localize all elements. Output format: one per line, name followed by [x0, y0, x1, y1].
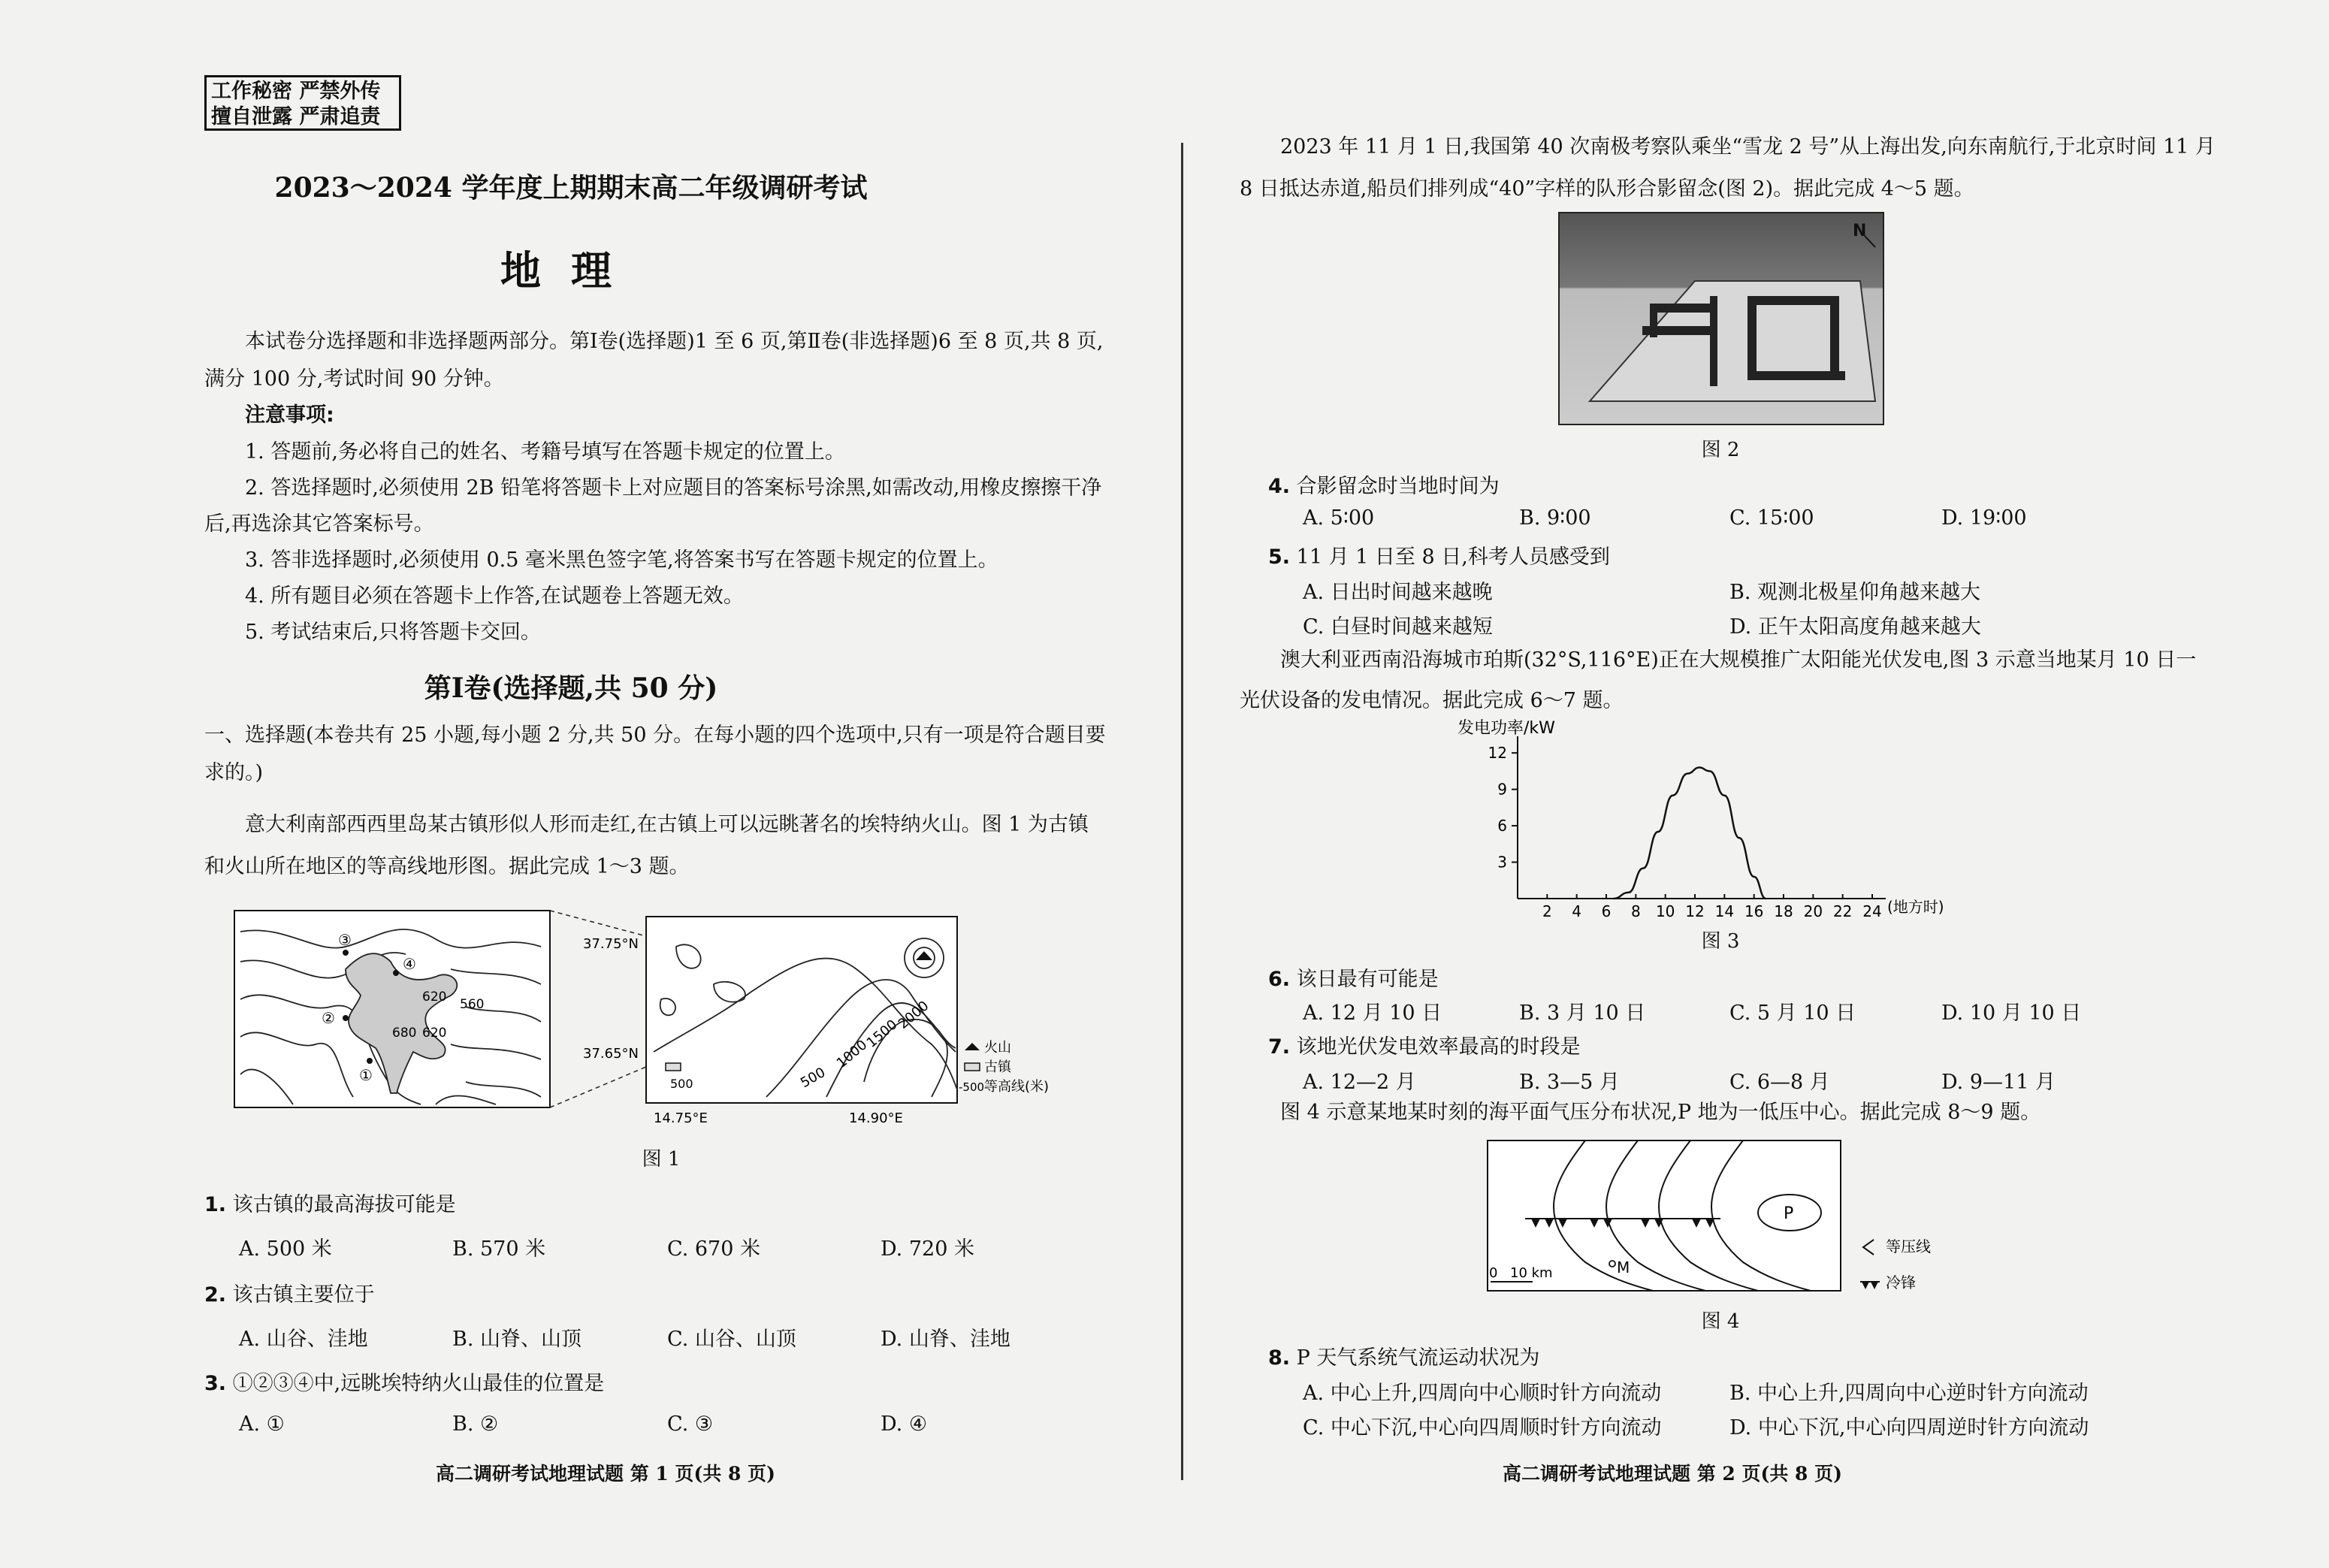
note-1: 1. 答题前,务必将自己的姓名、考籍号填写在答题卡规定的位置上。 [245, 440, 845, 464]
confidential-line-2: 擅自泄露 严肃追责 [211, 105, 381, 128]
question-8-number: 8. [1268, 1346, 1291, 1370]
note-2: 2. 答选择题时,必须使用 2B 铅笔将答题卡上对应题目的答案标号涂黑,如需改动,用橡皮擦擦干净后,再选涂其它答案标号。 [204, 476, 1102, 536]
q3-option-d[interactable]: D. ④ [881, 1412, 928, 1436]
label-c620-b: 620 [422, 1026, 447, 1041]
q1-option-b[interactable]: B. 570 米 [452, 1237, 546, 1261]
figure-4-caption: 图 4 [1701, 1310, 1740, 1333]
q4-option-b[interactable]: B. 9∶00 [1519, 506, 1591, 530]
q4-option-c[interactable]: C. 15∶00 [1729, 506, 1814, 530]
notes-title: 注意事项: [245, 403, 334, 427]
passage-3: 澳大利亚西南沿海城市珀斯(32°S,116°E)正在大规模推广太阳能光伏发电,图 3 示意当地某月 10 日一光伏设备的发电情况。据此完成 6～7 题。 [1240, 648, 2197, 712]
q6-option-d[interactable]: D. 10 月 10 日 [1941, 1002, 2082, 1025]
question-6-number: 6. [1268, 968, 1291, 991]
legend-front-triangle-2 [1871, 1282, 1878, 1289]
scale-label: 10 km [1510, 1265, 1553, 1281]
question-2-stem: 该古镇主要位于 [232, 1283, 375, 1307]
q6-option-a[interactable]: A. 12 月 10 日 [1303, 1002, 1442, 1025]
q6-option-b[interactable]: B. 3 月 10 日 [1519, 1002, 1646, 1025]
question-1-number: 1. [204, 1193, 227, 1216]
figure-1-caption: 图 1 [642, 1148, 681, 1171]
note-5: 5. 考试结束后,只将答题卡交回。 [245, 621, 541, 644]
section-description: 一、选择题(本卷共有 25 小题,每小题 2 分,共 50 分。在每小题的四个选项中,只有一项是符合题目要求的。) [204, 724, 1106, 784]
figure-2-photo [1558, 212, 1884, 425]
question-1-stem: 该古镇的最高海拔可能是 [232, 1193, 456, 1216]
q3-option-c[interactable]: C. ③ [667, 1412, 714, 1436]
exam-title: 2023～2024 学年度上期期末高二年级调研考试 [274, 172, 868, 204]
q5-option-c[interactable]: C. 白昼时间越来越短 [1303, 615, 1493, 639]
figure-3-power-chart [1450, 714, 2021, 924]
legend-town-label: 古镇 [984, 1059, 1011, 1075]
figure-4-pressure-map [1480, 1134, 1946, 1300]
legend-contour-value: -500- [959, 1080, 989, 1094]
question-5-stem: 11 月 1 日至 8 日,科考人员感受到 [1296, 545, 1610, 569]
q4-option-d[interactable]: D. 19∶00 [1941, 506, 2027, 530]
question-4-number: 4. [1268, 475, 1291, 498]
north-label: N [1853, 222, 1867, 240]
q7-option-d[interactable]: D. 9—11 月 [1941, 1071, 2056, 1094]
chart-x-tick-label-14: 14 [1714, 902, 1735, 920]
chart-y-ticks [1488, 744, 1518, 871]
legend-volcano-label: 火山 [984, 1040, 1011, 1056]
chart-x-tick-label-4: 4 [1572, 902, 1582, 920]
label-c680: 680 [392, 1026, 417, 1041]
figure-1-contour-map [225, 902, 1112, 1142]
right-page [1164, 0, 2329, 1568]
chart-x-tick-label-8: 8 [1630, 902, 1641, 920]
q8-option-c[interactable]: C. 中心下沉,中心向四周顺时针方向流动 [1303, 1416, 1662, 1440]
label-c1500: 1500 [863, 1017, 901, 1051]
connector-line-top [550, 911, 646, 936]
q2-option-a[interactable]: A. 山谷、洼地 [239, 1328, 368, 1351]
question-4-stem: 合影留念时当地时间为 [1296, 475, 1500, 498]
label-point-3: ③ [338, 931, 352, 949]
label-point-2: ② [322, 1009, 335, 1027]
q4-option-a[interactable]: A. 5∶00 [1303, 506, 1375, 530]
north-arrow-icon [1865, 236, 1875, 247]
chart-x-tick-label-24: 24 [1862, 902, 1882, 920]
connector-line-bottom [550, 1067, 646, 1107]
q7-option-b[interactable]: B. 3—5 月 [1519, 1071, 1620, 1094]
q1-option-c[interactable]: C. 670 米 [667, 1237, 760, 1261]
label-c1000: 1000 [833, 1037, 871, 1071]
confidential-stamp [204, 75, 401, 131]
question-8 [1268, 1340, 1539, 1376]
label-c620-a: 620 [422, 989, 447, 1005]
q5-option-d[interactable]: D. 正午太阳高度角越来越大 [1729, 615, 1981, 639]
left-page-footer: 高二调研考试地理试题 第 1 页(共 8 页) [436, 1463, 775, 1485]
q6-option-c[interactable]: C. 5 月 10 日 [1729, 1002, 1856, 1025]
q3-option-b[interactable]: B. ② [452, 1412, 499, 1436]
q5-option-a[interactable]: A. 日出时间越来越晚 [1303, 581, 1493, 604]
question-8-stem: P 天气系统气流运动状况为 [1296, 1346, 1540, 1370]
label-c500-town: 500 [670, 1077, 693, 1091]
passage-4: 图 4 示意某地某时刻的海平面气压分布状况,P 地为一低压中心。据此完成 8～9 题。 [1280, 1101, 2041, 1124]
label-c560: 560 [460, 997, 485, 1012]
question-3-number: 3. [204, 1372, 227, 1395]
figure-2-caption: 图 2 [1701, 439, 1740, 461]
label-lon-14-75: 14.75°E [654, 1110, 708, 1126]
q3-option-a[interactable]: A. ① [239, 1412, 285, 1436]
q8-option-a[interactable]: A. 中心上升,四周向中心顺时针方向流动 [1303, 1382, 1662, 1405]
subject-title: 地理 [500, 247, 642, 295]
note-4: 4. 所有题目必须在答题卡上作答,在试题卷上答题无效。 [245, 585, 744, 608]
chart-x-tick-label-10: 10 [1655, 902, 1675, 920]
q5-option-b[interactable]: B. 观测北极星仰角越来越大 [1729, 581, 1981, 604]
question-7-number: 7. [1268, 1035, 1291, 1059]
q8-option-b[interactable]: B. 中心上升,四周向中心逆时针方向流动 [1729, 1382, 2089, 1405]
left-page [0, 0, 1164, 1568]
legend-isobar-icon [1863, 1240, 1874, 1255]
q2-option-b[interactable]: B. 山脊、山顶 [452, 1328, 582, 1351]
figure-3-caption: 图 3 [1701, 930, 1740, 953]
q7-option-a[interactable]: A. 12—2 月 [1303, 1071, 1416, 1094]
question-6-stem: 该日最有可能是 [1296, 968, 1439, 991]
chart-x-tick-label-18: 18 [1774, 902, 1793, 920]
chart-x-tick-label-20: 20 [1803, 902, 1823, 920]
chart-y-tick-label-12: 12 [1488, 744, 1507, 763]
question-7 [1268, 1029, 1581, 1065]
confidential-line-1: 工作秘密 严禁外传 [211, 80, 381, 103]
label-c500: 500 [798, 1064, 829, 1092]
chart-series-line [1614, 768, 1766, 899]
label-c2000: 2000 [895, 998, 932, 1032]
question-5-number: 5. [1268, 545, 1291, 569]
label-lat-37-75: 37.75°N [583, 936, 639, 952]
chart-x-tick-label-16: 16 [1744, 902, 1764, 920]
chart-x-tick-label-2: 2 [1542, 902, 1552, 920]
chart-y-label: 发电功率/kW [1458, 719, 1555, 738]
scale-zero: 0 [1489, 1265, 1498, 1281]
chart-y-tick-label-3: 3 [1497, 853, 1507, 872]
legend-volcano-icon [965, 1043, 980, 1050]
question-3 [204, 1366, 604, 1402]
passage-1: 意大利南部西西里岛某古镇形似人形而走红,在古镇上可以远眺著名的埃特纳火山。图 1 为古镇和火山所在地区的等高线地形图。据此完成 1～3 题。 [204, 813, 1089, 878]
q1-option-a[interactable]: A. 500 米 [239, 1237, 332, 1261]
question-1 [204, 1187, 456, 1223]
legend-town-icon [965, 1063, 980, 1071]
chart-x-tick-label-22: 22 [1832, 902, 1853, 920]
label-point-1: ① [359, 1066, 373, 1084]
q8-option-d[interactable]: D. 中心下沉,中心向四周逆时针方向流动 [1729, 1416, 2089, 1440]
q7-option-c[interactable]: C. 6—8 月 [1729, 1071, 1830, 1094]
passage-2: 2023 年 11 月 1 日,我国第 40 次南极考察队乘坐“雪龙 2 号”从上海出发,向东南航行,于北京时间 11 月 8 日抵达赤道,船员们排列成“40”字样的队形合影留念(图 2)。据此完成 4～5 题。 [1240, 135, 2216, 201]
legend-front-label: 冷锋 [1886, 1273, 1916, 1292]
label-lon-14-90: 14.90°E [849, 1110, 903, 1126]
chart-y-tick-label-6: 6 [1497, 817, 1507, 835]
question-4 [1268, 469, 1500, 505]
label-m: M [1617, 1258, 1630, 1276]
q2-option-c[interactable]: C. 山谷、山顶 [667, 1328, 796, 1351]
q1-option-d[interactable]: D. 720 米 [881, 1237, 974, 1261]
label-point-4: ④ [403, 955, 416, 973]
chart-y-tick-label-9: 9 [1497, 780, 1507, 799]
ancient-town-marker [666, 1063, 681, 1071]
question-2 [204, 1277, 375, 1313]
exam-intro: 本试卷分选择题和非选择题两部分。第Ⅰ卷(选择题)1 至 6 页,第Ⅱ卷(非选择题)6 至 8 页,共 8 页,满分 100 分,考试时间 90 分钟。 [204, 330, 1104, 391]
label-lat-37-65: 37.65°N [583, 1046, 639, 1062]
question-6 [1268, 962, 1439, 998]
point-1-marker [367, 1058, 373, 1064]
chart-x-unit: (地方时) [1887, 898, 1944, 916]
legend-front-triangle-1 [1862, 1282, 1869, 1289]
chart-x-tick-label-12: 12 [1685, 902, 1705, 920]
point-4-marker [393, 970, 399, 976]
right-page-footer: 高二调研考试地理试题 第 2 页(共 8 页) [1503, 1463, 1842, 1485]
legend-contour-label: 等高线(米) [984, 1079, 1050, 1095]
legend-isobar-label: 等压线 [1886, 1237, 1931, 1255]
note-3: 3. 答非选择题时,必须使用 0.5 毫米黑色签字笔,将答案书写在答题卡规定的位置上。 [245, 548, 998, 572]
label-p: P [1784, 1204, 1794, 1223]
question-3-stem: ①②③④中,远眺埃特纳火山最佳的位置是 [232, 1372, 605, 1395]
chart-x-tick-label-6: 6 [1601, 902, 1612, 920]
point-3-marker [343, 950, 349, 956]
question-7-stem: 该地光伏发电效率最高的时段是 [1296, 1035, 1581, 1059]
q2-option-d[interactable]: D. 山脊、洼地 [881, 1328, 1010, 1351]
point-2-marker [343, 1015, 349, 1021]
question-5 [1268, 539, 1610, 576]
section-title: 第Ⅰ卷(选择题,共 50 分) [424, 672, 718, 704]
formation-40-drawing [1560, 213, 1883, 424]
question-2-number: 2. [204, 1283, 227, 1307]
